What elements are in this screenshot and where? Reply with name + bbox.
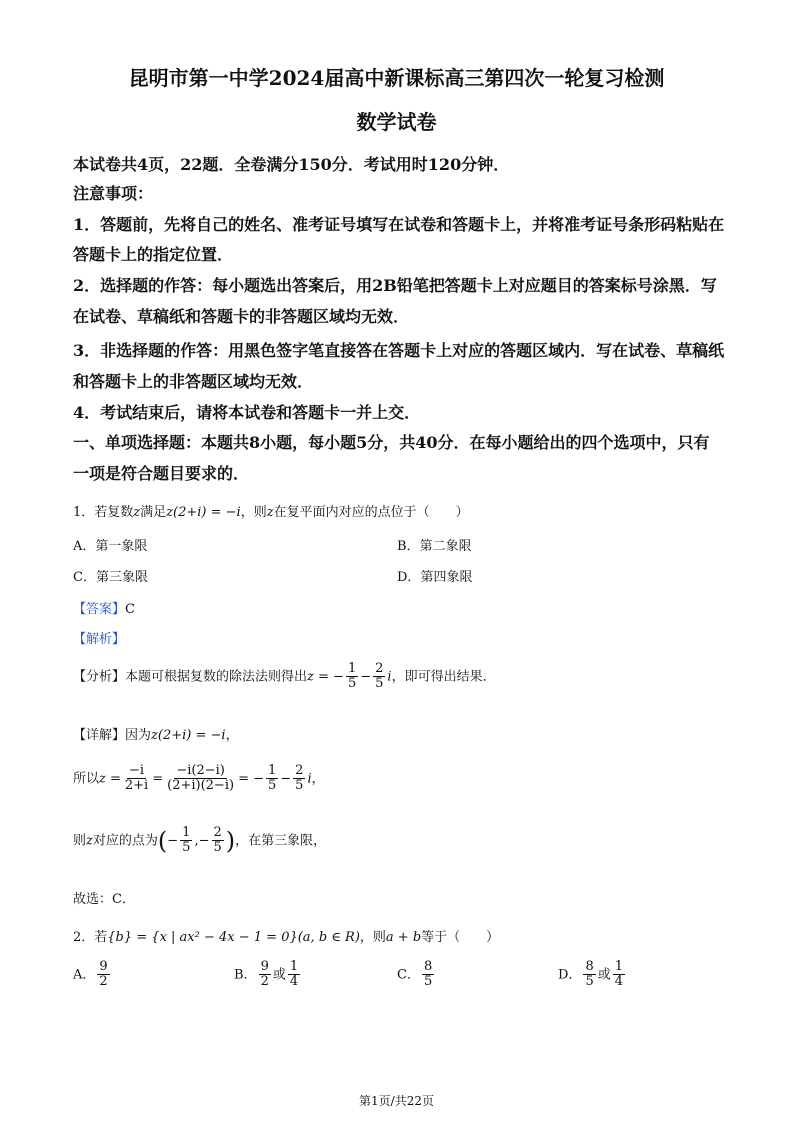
note-3a: 3．非选择题的作答：用黑色签字笔直接答在答题卡上对应的答题区域内．写在试卷、草稿纸 bbox=[73, 341, 725, 360]
answer-tag: 【答案】 bbox=[73, 602, 126, 617]
fraction: $\frac{2}{5}$ bbox=[375, 661, 384, 692]
note-1b: 答题卡上的指定位置． bbox=[73, 245, 234, 264]
q1-stem-prefix: 1．若复数 bbox=[73, 505, 134, 520]
q1-fenxi: 【分析】本题可根据复数的除法法则得出z = − $\frac{1}{5}$ − $\frac{2}{5}$ i，即可得出结果． bbox=[73, 661, 496, 692]
note-3b: 和答题卡上的非答题区域均无效． bbox=[73, 372, 314, 391]
exam-subtitle: 数学试卷 bbox=[356, 110, 437, 134]
fraction: $\frac{1}{5}$ bbox=[182, 825, 191, 856]
q1-stem bbox=[73, 501, 469, 520]
q1-stem-mid: 满足 bbox=[140, 505, 167, 520]
section1-heading-b: 一项是符合题目要求的． bbox=[73, 464, 250, 483]
fraction: $\frac{1}{5}$ bbox=[267, 763, 277, 794]
q1-point: 则z对应的点为(− $\frac{1}{5}$ ,− $\frac{2}{5}$ )，在第三象限， bbox=[73, 825, 327, 856]
fraction: $\frac{1}{5}$ bbox=[347, 661, 357, 692]
q1-var-z: z bbox=[133, 505, 141, 520]
q2-stem: 2．若{b} = {x | ax² − 4x − 1 = 0}(a, b ∈ R)，则a + b等于（ ） bbox=[73, 930, 500, 945]
fraction: $\frac{2}{5}$ bbox=[295, 763, 304, 794]
analysis-tag: 【解析】 bbox=[73, 632, 126, 647]
note-1a: 1．答题前，先将自己的姓名、准考证号填写在试卷和答题卡上，并将准考证号条形码粘贴在 bbox=[73, 215, 725, 234]
fraction: $\frac{-i(2-i)}{(2+i)(2-i)}$ bbox=[167, 763, 235, 794]
notes-title: 注意事项： bbox=[73, 184, 154, 203]
q1-option-a: A．第一象限 bbox=[73, 539, 148, 554]
exam-title: 昆明市第一中学2024届高中新课标高三第四次一轮复习检测 bbox=[128, 66, 665, 90]
intro-line: 本试卷共4页，22题．全卷满分150分．考试用时120分钟． bbox=[73, 155, 510, 174]
fraction: $\frac{-i}{2+i}$ bbox=[124, 763, 149, 794]
q1-detail: 【详解】因为z(2+i) = −i， bbox=[73, 728, 239, 743]
note-2a: 2．选择题的作答：每小题选出答案后，用2B铅笔把答题卡上对应题目的答案标号涂黑．写 bbox=[73, 276, 717, 295]
q1-option-b: B．第二象限 bbox=[397, 539, 472, 554]
note-2b: 在试卷、草稿纸和答题卡的非答题区域均无效． bbox=[73, 307, 410, 326]
q2-option-a: A． $\frac{9}{2}$ bbox=[73, 959, 108, 990]
fraction: $\frac{2}{5}$ bbox=[213, 825, 222, 856]
q1-stem-mid2: ，则 bbox=[240, 505, 267, 520]
q2-option-b: B． $\frac{9}{2}$ 或 $\frac{1}{4}$ bbox=[234, 959, 299, 990]
note-4: 4．考试结束后，请将本试卷和答题卡一并上交． bbox=[73, 403, 421, 422]
answer-value: C bbox=[125, 602, 135, 617]
q1-stem-suffix: 在复平面内对应的点位于（ ） bbox=[273, 505, 469, 520]
q1-conclusion: 故选：C． bbox=[73, 892, 135, 907]
page-footer: 第1页/共22页 bbox=[359, 1094, 434, 1108]
q1-option-c: C．第三象限 bbox=[73, 570, 148, 585]
section1-heading-a: 一、单项选择题：本题共8小题，每小题5分，共40分．在每小题给出的四个选项中，只有 bbox=[73, 433, 710, 452]
q1-var-z-2: z bbox=[266, 505, 274, 520]
q2-option-c: C． $\frac{8}{5}$ bbox=[397, 959, 433, 990]
q1-solution: 所以z = $\frac{-i}{2+i}$ = $\frac{-i(2-i)}{(2+i)(2-i)}$ = − $\frac{1}{5}$ − $\frac{2}{5}$ i， bbox=[73, 763, 325, 794]
q1-condition: z(2+i) = −i bbox=[166, 505, 241, 520]
q1-option-d: D．第四象限 bbox=[397, 570, 473, 585]
q1-answer bbox=[73, 598, 135, 617]
q2-option-d: D． $\frac{8}{5}$ 或 $\frac{1}{4}$ bbox=[558, 959, 624, 990]
